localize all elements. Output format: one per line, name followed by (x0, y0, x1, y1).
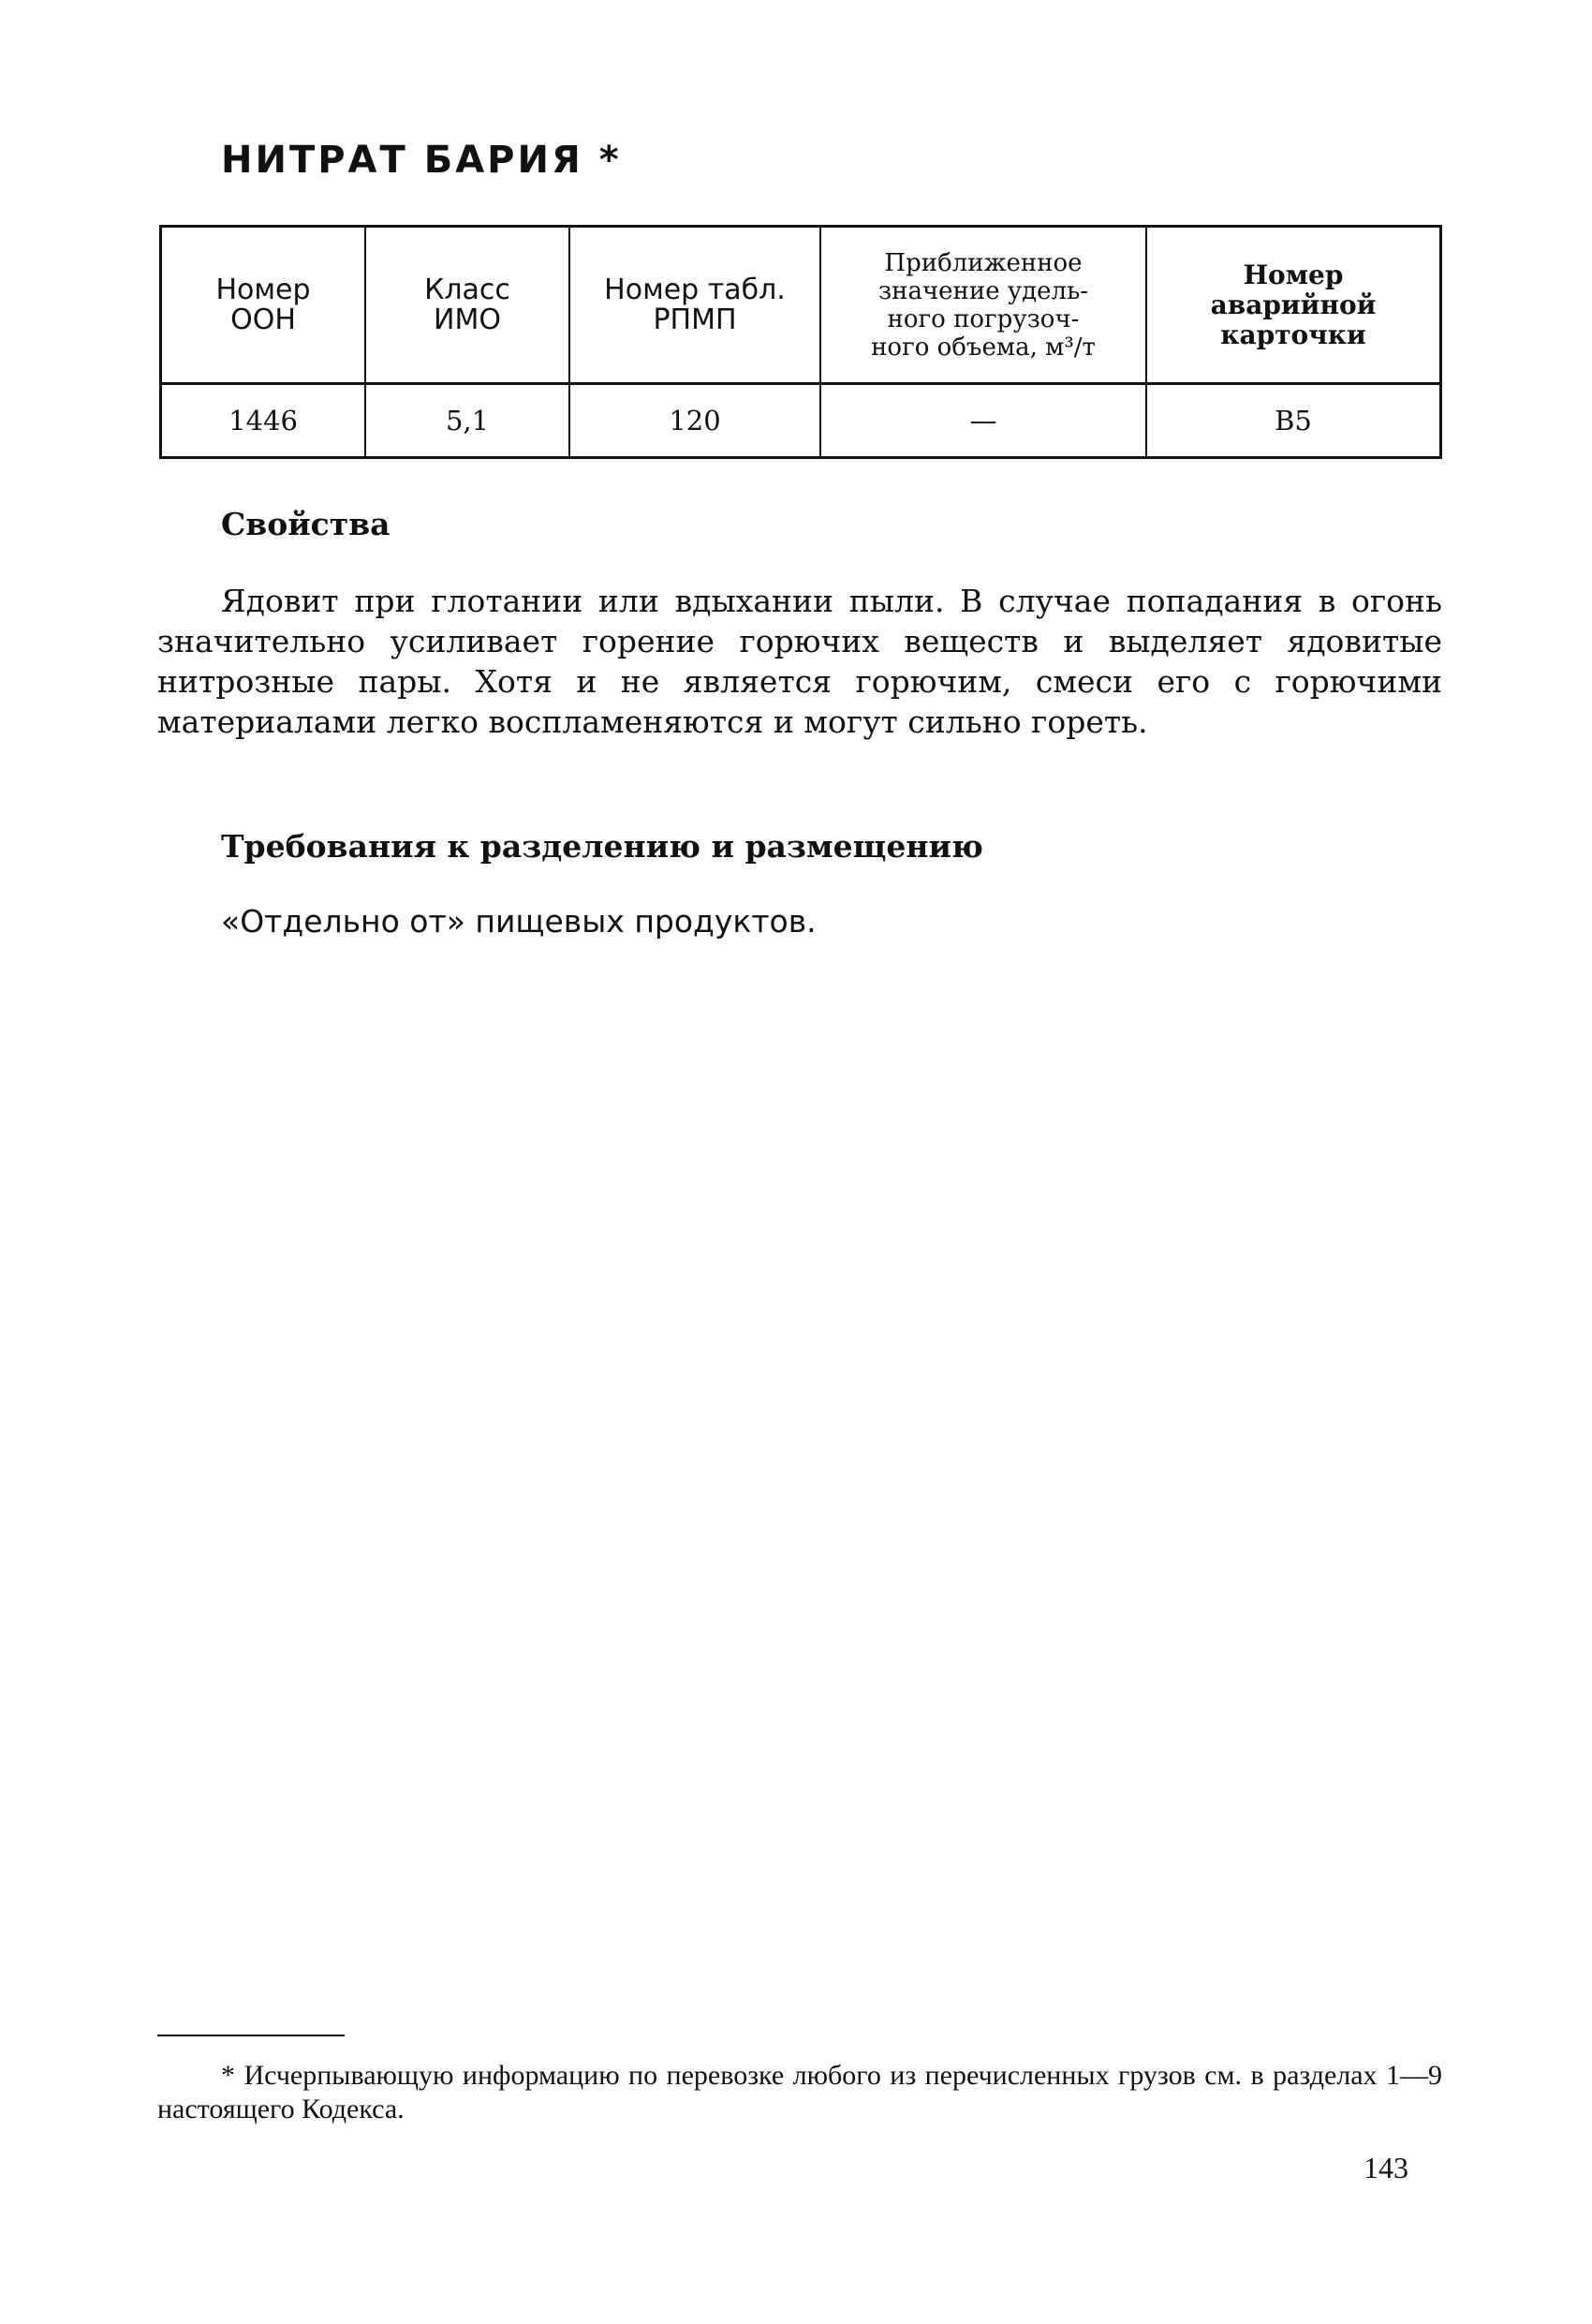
header-line: ИМО (434, 303, 501, 336)
cell-un-number: 1446 (228, 405, 298, 437)
header-line: ного объема, м³/т (871, 333, 1096, 362)
properties-text: Ядовит при глотании или вдыхании пыли. В случае попадания в огонь значительно усиливает горение горючих веществ и выделяет ядовитые нитрозные пары. Хотя и не является горючим, смеси его с горючими материалами легко воспламеняются и могут сильно гореть. (157, 583, 1442, 740)
separation-heading: Требования к разделению и размещению (221, 828, 983, 865)
header-imo-class (365, 227, 569, 384)
header-line: ного погрузоч- (887, 304, 1080, 333)
header-line: Номер (215, 273, 311, 306)
header-stowage-factor (820, 227, 1146, 384)
footnote: * Исчерпывающую информацию по перевозке любого из перечисленных грузов см. в разделах 1—9 настоящего Кодекса. (157, 2060, 1442, 2124)
cell-imo-class: 5,1 (365, 384, 569, 458)
header-table-number (569, 227, 820, 384)
page-number: 143 (1364, 2151, 1408, 2184)
header-line: Приближенное (884, 248, 1083, 277)
header-un-number (161, 227, 366, 384)
separation-text: «Отдельно от» пищевых продуктов. (221, 903, 817, 940)
header-line: Номер (1243, 259, 1344, 290)
cargo-data-table (159, 225, 1442, 459)
cell-stowage-factor: — (820, 384, 1146, 458)
header-line: РПМП (653, 303, 737, 336)
header-line: Класс (424, 273, 510, 306)
header-line: значение удель- (877, 276, 1089, 305)
footnote-divider (157, 2035, 345, 2036)
header-emergency-card (1146, 227, 1441, 384)
header-line: аварийной (1210, 289, 1377, 320)
cell-emergency-card: B5 (1146, 384, 1441, 458)
table-header-row (161, 227, 1441, 384)
page-title: НИТРАТ БАРИЯ * (221, 139, 622, 182)
header-line: ООН (230, 303, 296, 336)
header-line: карточки (1220, 318, 1366, 350)
properties-heading: Свойства (221, 506, 391, 542)
header-line: Номер табл. (604, 273, 786, 306)
cell-table-number: 120 (569, 384, 820, 458)
table-row (161, 384, 1441, 458)
